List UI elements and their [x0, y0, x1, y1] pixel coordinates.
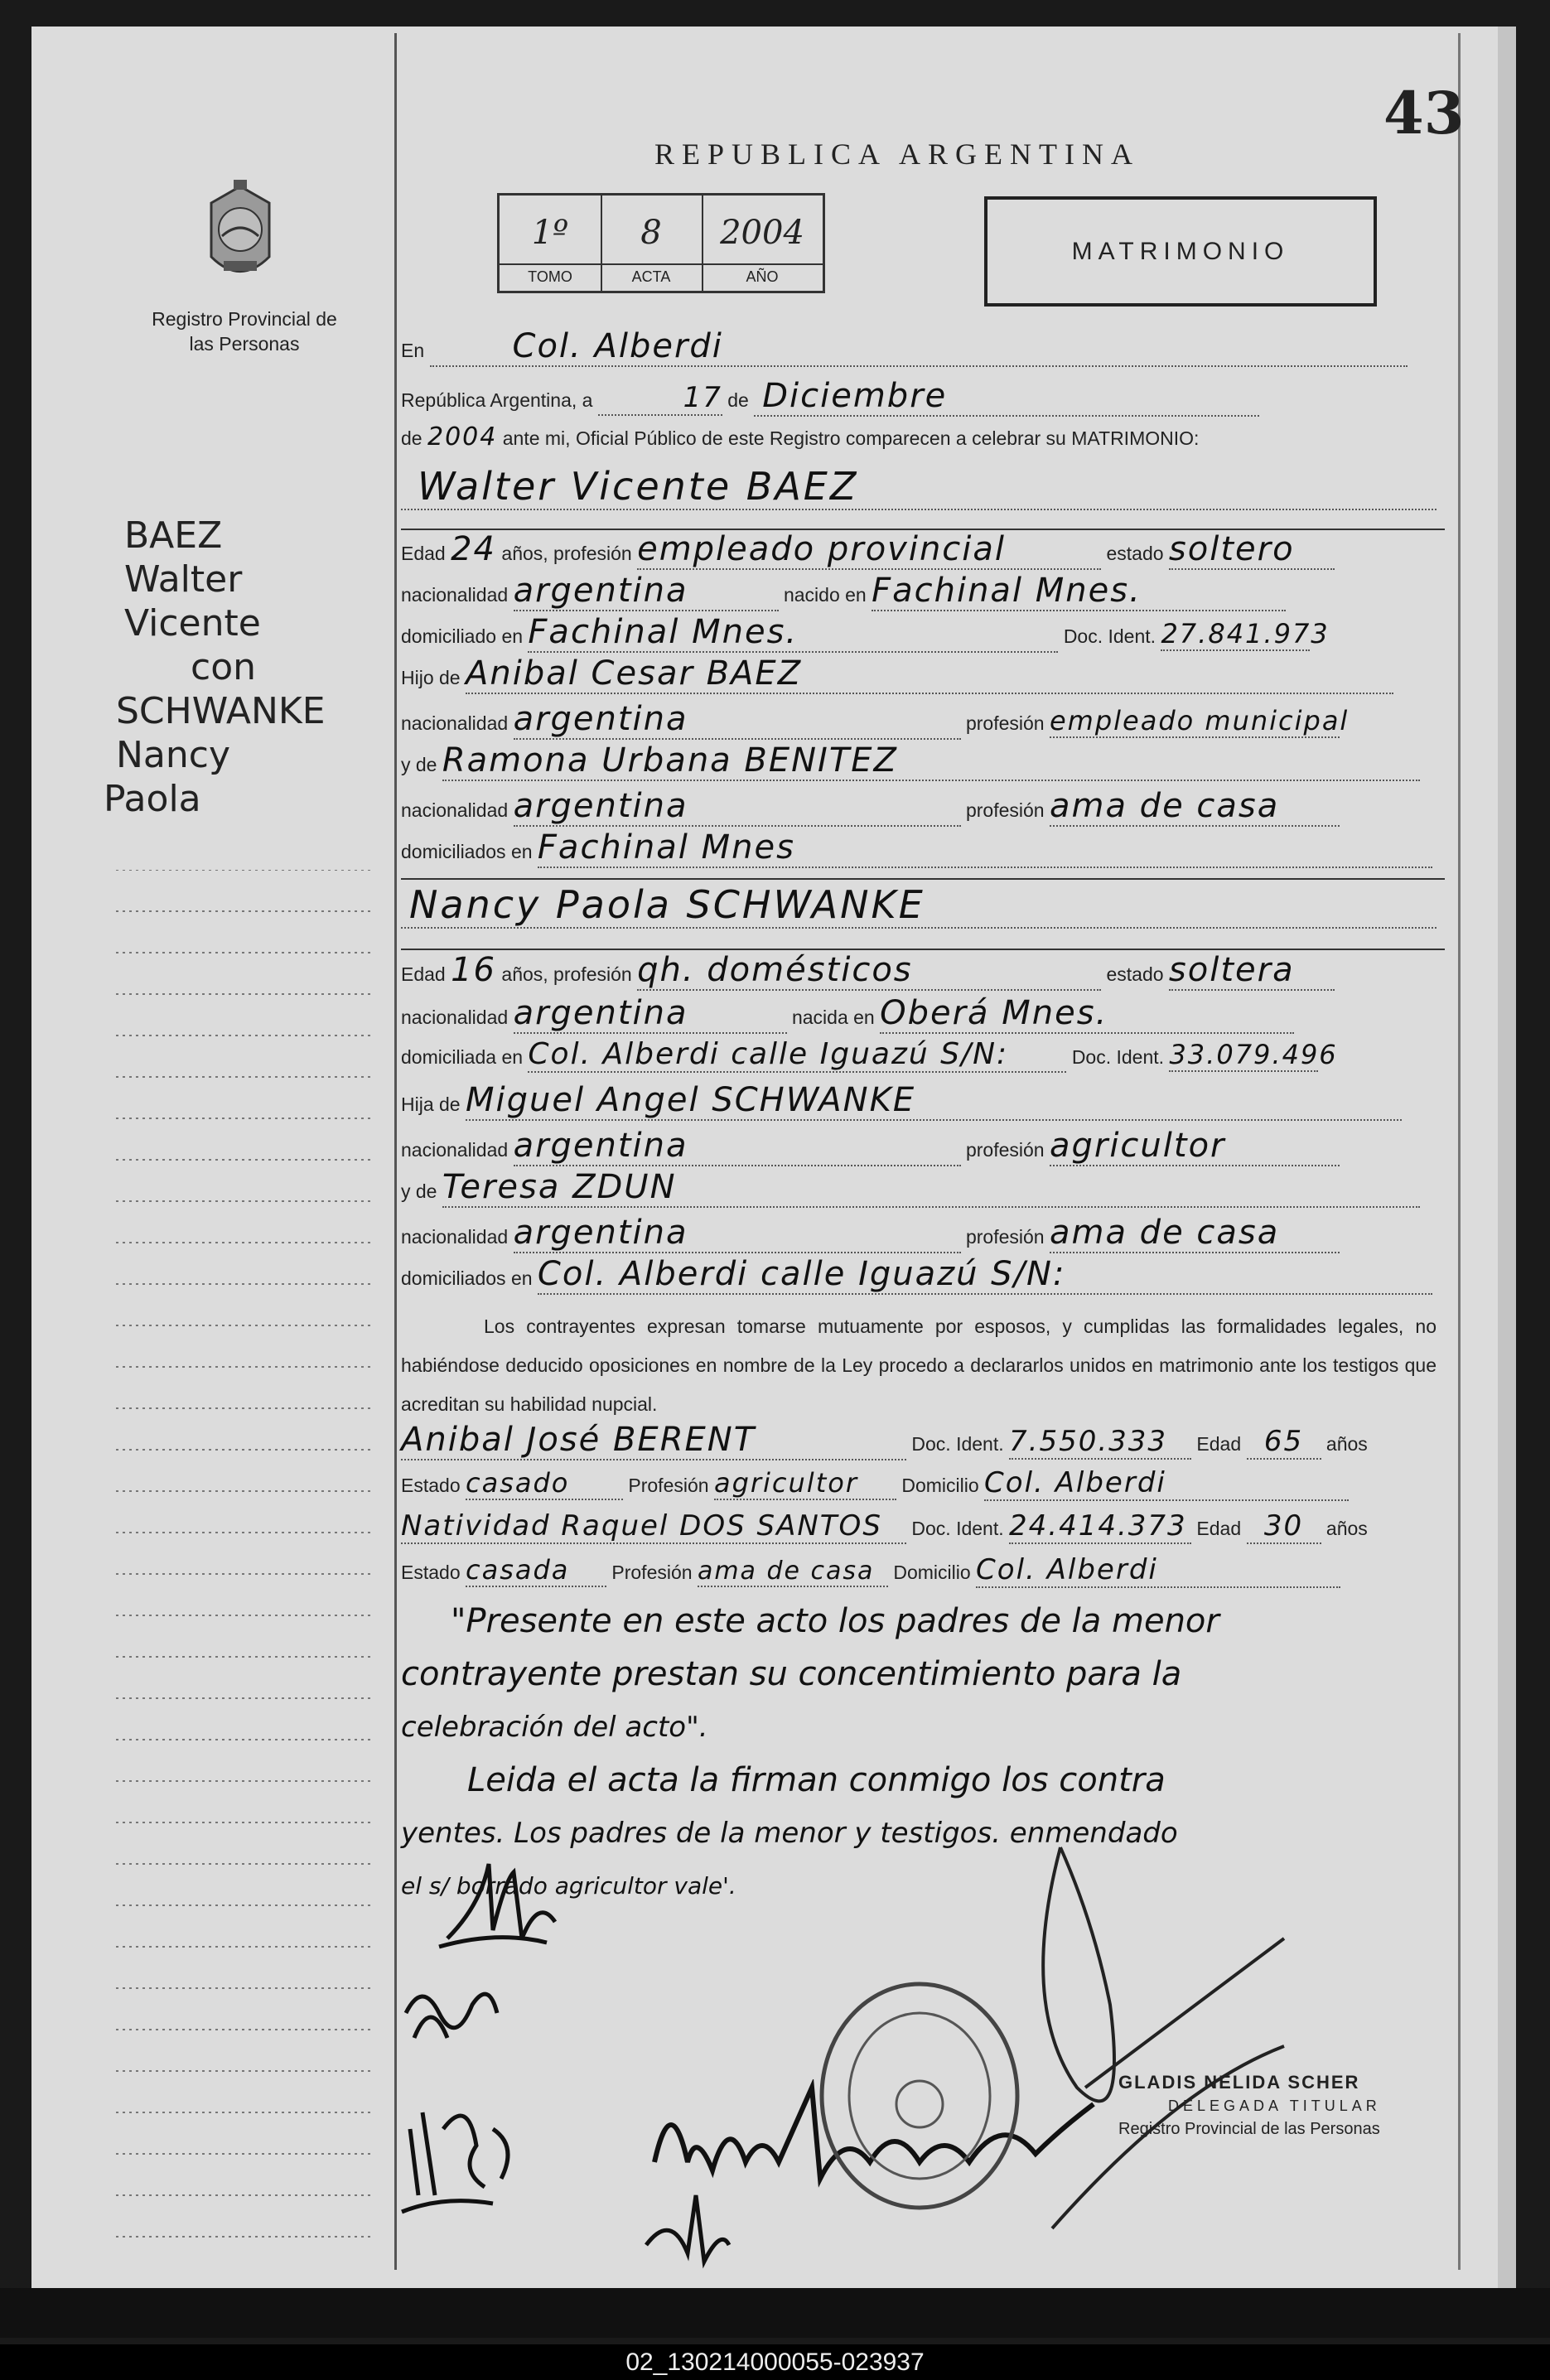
acta-label: ACTA [601, 263, 702, 286]
province-emblem-icon [199, 178, 282, 290]
bride-doc: 33.079.496 [1169, 1039, 1338, 1070]
groom-domicile-row [401, 613, 1445, 653]
groom-nacido: Fachinal Mnes. [872, 572, 1286, 611]
edad-label: Edad [401, 963, 446, 985]
ano-label: AÑO [702, 263, 823, 286]
bride-age-row [401, 951, 1445, 991]
bride-nacionalidad: argentina [514, 994, 787, 1034]
bride-mother-row [401, 1168, 1445, 1208]
margin-line: SCHWANKE [116, 690, 326, 732]
estado-label: Estado [401, 1475, 461, 1496]
margin-line: Walter [124, 558, 243, 601]
margin-names [99, 514, 398, 821]
note-line: contrayente prestan su concentimiento para la [401, 1655, 1182, 1693]
page-edge [1498, 27, 1516, 2288]
bride-father-profesion: agricultor [1050, 1127, 1340, 1166]
witness-2-row [401, 1509, 1445, 1544]
note-line: yentes. Los padres de la menor y testigos. enmendado [401, 1817, 1178, 1850]
anos-label: años [1325, 1433, 1368, 1455]
bride-mother-profesion: ama de casa [1050, 1214, 1340, 1253]
edad-label: Edad [1196, 1518, 1242, 1539]
groom-age-row [401, 530, 1445, 570]
acta-value: 8 [640, 214, 662, 252]
nacionalidad-label: nacionalidad [401, 1007, 509, 1028]
month-value: Diciembre [754, 377, 1259, 417]
nacionalidad-label: nacionalidad [401, 584, 509, 606]
groom-mother-row [401, 741, 1445, 781]
document-type-box: MATRIMONIO [984, 196, 1377, 307]
official-office: Registro Provincial de las Personas [1118, 2120, 1380, 2138]
doc-label: Doc. Ident. [1063, 625, 1156, 647]
domicilio-label: Domicilio [901, 1475, 979, 1496]
groom-mother-nacionalidad: argentina [514, 787, 961, 827]
margin-divider [394, 33, 397, 2270]
signature-witness-parents [394, 2096, 559, 2220]
margin-line: Vicente [124, 602, 261, 644]
profesion-label: profesión [965, 799, 1045, 821]
witness-1-domicilio: Col. Alberdi [984, 1466, 1349, 1501]
groom-edad: 24 [451, 530, 497, 568]
bride-father-row [401, 1081, 1445, 1121]
footer-filename: 02_130214000055-023937 [0, 2344, 1550, 2380]
groom-nacionalidad: argentina [514, 572, 779, 611]
groom-father-details-row [401, 700, 1445, 740]
note-line: el s/ borrado agricultor vale'. [401, 1872, 736, 1900]
bride-father: Miguel Angel SCHWANKE [466, 1081, 1402, 1121]
right-border [1458, 33, 1461, 2270]
official-name: GLADIS NELIDA SCHER [1118, 2072, 1360, 2093]
bride-nacido: Oberá Mnes. [880, 994, 1294, 1034]
signature-groom [431, 1847, 563, 1963]
father-label: Hija de [401, 1093, 461, 1115]
mother-label: y de [401, 1180, 437, 1202]
official-title: DELEGADA TITULAR [1168, 2098, 1381, 2114]
estado-label: estado [1106, 963, 1164, 985]
edad-label: Edad [1196, 1433, 1242, 1455]
tomo-cell [500, 196, 602, 291]
tomo-value: 1º [531, 214, 569, 252]
bride-edad: 16 [451, 951, 497, 989]
bride-top-divider [401, 878, 1445, 880]
tomo-acta-ano-box [497, 193, 825, 293]
nacionalidad-label: nacionalidad [401, 799, 509, 821]
bride-parents-domicilio: Col. Alberdi calle Iguazú S/N: [538, 1255, 1432, 1295]
intro-date-row [401, 377, 1445, 417]
country-title: REPUBLICA ARGENTINA [654, 138, 1141, 171]
year-prefix: de [401, 427, 423, 449]
bride-father-details-row [401, 1127, 1445, 1166]
bride-parents-domicile-row [401, 1255, 1445, 1295]
margin-line: Nancy [116, 734, 230, 776]
father-label: Hijo de [401, 667, 461, 688]
en-label: En [401, 340, 425, 361]
profesion-label: Profesión [628, 1475, 709, 1496]
domicilio-label: Domicilio [893, 1562, 971, 1583]
witness-1-estado: casado [466, 1467, 623, 1500]
bride-divider [401, 949, 1445, 950]
witness-1-name: Anibal José BERENT [401, 1421, 906, 1460]
profesion-label: Profesión [611, 1562, 693, 1583]
registry-label: Registro Provincial de las Personas [152, 308, 337, 355]
groom-mother-details-row [401, 787, 1445, 827]
profesion-label: profesión [965, 712, 1045, 734]
nacionalidad-label: nacionalidad [401, 1139, 509, 1161]
bride-estado: soltera [1169, 951, 1335, 991]
official-seal-icon [816, 1980, 1023, 2212]
witness-1-doc: 7.550.333 [1009, 1425, 1191, 1460]
profesion-label: años, profesión [501, 543, 632, 564]
groom-father-nacionalidad: argentina [514, 700, 961, 740]
anos-label: años [1325, 1518, 1368, 1539]
witness-1-profesion: agricultor [714, 1467, 896, 1500]
groom-father-profesion: empleado municipal [1049, 705, 1350, 736]
groom-name: Walter Vicente BAEZ [401, 464, 1437, 510]
groom-domicilio: Fachinal Mnes. [528, 613, 1058, 653]
groom-profesion: empleado provincial [637, 530, 1101, 570]
parents-domicile-label: domiciliados en [401, 1267, 533, 1289]
margin-line: Paola [104, 778, 201, 820]
nacido-label: nacida en [791, 1007, 875, 1028]
signature-bride [398, 1963, 514, 2054]
bride-profesion: qh. domésticos [637, 951, 1101, 991]
statement-text: ante mi, Oficial Público de este Registro comparecen a celebrar su MATRIMONIO: [502, 427, 1200, 449]
official-stamp-text [1118, 2071, 1417, 2141]
declaration-text: Los contrayentes expresan tomarse mutuamente por esposos, y cumplidas las formalidades legales, no habiéndose deducido oposiciones en nombre de la Ley procedo a declararlos unidos en matrimonio ante los testigos que acreditan su habilidad nupcial. [401, 1316, 1437, 1415]
margin-line: BAEZ [124, 514, 223, 557]
bride-mother: Teresa ZDUN [442, 1168, 1420, 1208]
profesion-label: profesión [965, 1226, 1045, 1248]
witness-2-name: Natividad Raquel DOS SANTOS [401, 1509, 906, 1544]
margin-line: con [191, 646, 256, 688]
margin-ruled-lines [116, 870, 373, 2278]
nacionalidad-label: nacionalidad [401, 1226, 509, 1248]
year-value: 2004 [427, 422, 498, 451]
bride-name-row [401, 882, 1445, 929]
ano-cell [702, 196, 823, 291]
day-value: 17 [598, 381, 722, 416]
groom-parents-domicile-row [401, 828, 1445, 868]
bride-nationality-row [401, 994, 1445, 1034]
estado-label: estado [1106, 543, 1164, 564]
witness-1-edad: 65 [1247, 1425, 1321, 1460]
witness-2-estado: casada [466, 1554, 606, 1587]
intro-statement-row [401, 422, 1445, 451]
profesion-label: años, profesión [501, 963, 632, 985]
witness-2-details-row [401, 1553, 1445, 1588]
nacionalidad-label: nacionalidad [401, 712, 509, 734]
witness-2-domicilio: Col. Alberdi [976, 1553, 1340, 1588]
note-line: celebración del acto". [401, 1711, 708, 1744]
domicilio-label: domiciliado en [401, 625, 524, 647]
bride-name: Nancy Paola SCHWANKE [401, 882, 1437, 929]
edad-label: Edad [401, 543, 446, 564]
groom-name-row [401, 464, 1445, 510]
groom-nationality-row [401, 572, 1445, 611]
parents-domicile-label: domiciliados en [401, 841, 533, 862]
groom-mother: Ramona Urbana BENITEZ [442, 741, 1420, 781]
witness-2-doc: 24.414.373 [1009, 1509, 1191, 1544]
intro-place-row [401, 327, 1445, 367]
bride-mother-nacionalidad: argentina [514, 1214, 961, 1253]
bride-domicilio: Col. Alberdi calle Iguazú S/N: [528, 1037, 1066, 1073]
nacido-label: nacido en [783, 584, 867, 606]
doc-label: Doc. Ident. [911, 1518, 1004, 1539]
page-number: 43 [1383, 79, 1465, 147]
mother-label: y de [401, 754, 437, 775]
acta-cell [601, 196, 703, 291]
note-line: Leida el acta la firman conmigo los contra [467, 1761, 1166, 1799]
groom-estado: soltero [1169, 530, 1335, 570]
groom-father: Anibal Cesar BAEZ [466, 654, 1393, 694]
ano-value: 2004 [720, 214, 804, 252]
witness-2-edad: 30 [1247, 1509, 1321, 1544]
note-line: "Presente en este acto los padres de la menor [451, 1602, 1219, 1640]
profesion-label: profesión [965, 1139, 1045, 1161]
tomo-label: TOMO [500, 263, 601, 286]
estado-label: Estado [401, 1562, 461, 1583]
de-label: de [727, 389, 749, 411]
bride-mother-details-row [401, 1214, 1445, 1253]
witness-1-details-row [401, 1466, 1445, 1501]
bride-father-nacionalidad: argentina [514, 1127, 961, 1166]
bride-domicile-row [401, 1037, 1445, 1073]
signature-official [1011, 1839, 1309, 2237]
witness-2-profesion: ama de casa [698, 1557, 888, 1587]
domicilio-label: domiciliada en [401, 1046, 524, 1068]
groom-doc: 27.841.973 [1161, 618, 1330, 649]
doc-label: Doc. Ident. [911, 1433, 1004, 1455]
bottom-strip [0, 2288, 1550, 2338]
groom-mother-profesion: ama de casa [1050, 787, 1340, 827]
place-value: Col. Alberdi [430, 327, 1408, 367]
groom-father-row [401, 654, 1445, 694]
doc-label: Doc. Ident. [1071, 1046, 1165, 1068]
witness-1-row [401, 1421, 1445, 1460]
republica-label: República Argentina, a [401, 389, 593, 411]
groom-parents-domicilio: Fachinal Mnes [538, 828, 1432, 868]
